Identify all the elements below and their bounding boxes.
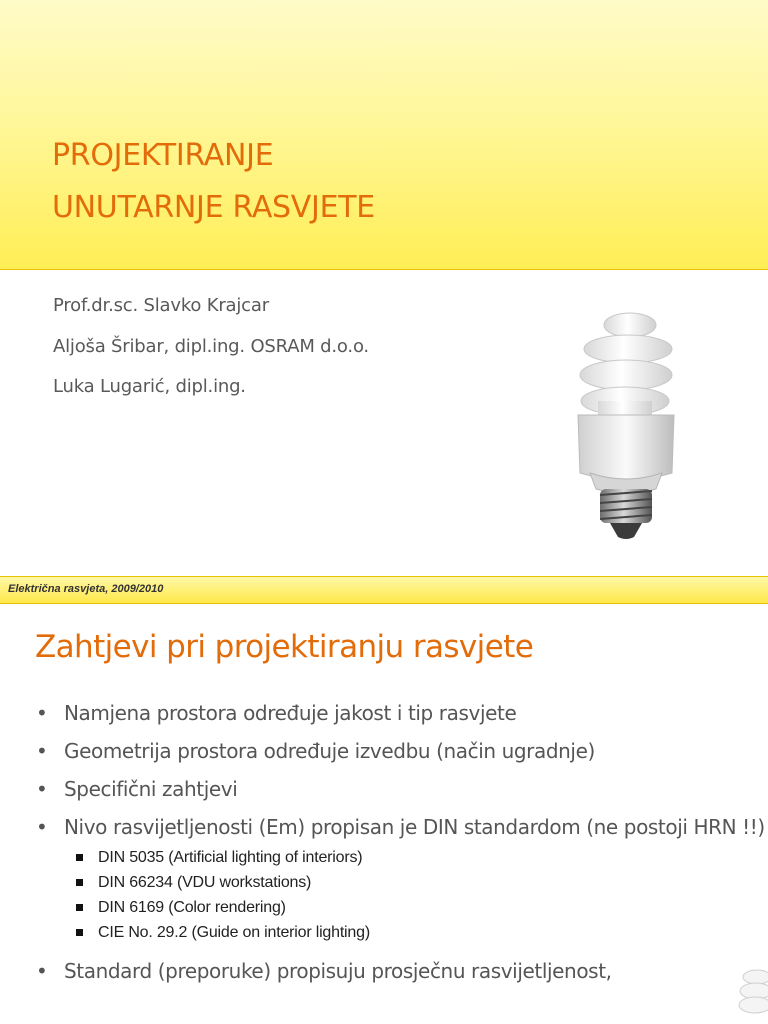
bullet-item-with-subs [36, 813, 766, 945]
author-1: Prof.dr.sc. Slavko Krajcar [53, 295, 269, 316]
sub-bullet-item: CIE No. 29.2 (Guide on interior lighting) [72, 920, 766, 945]
sub-bullet-item: DIN 5035 (Artificial lighting of interiors) [72, 845, 766, 870]
bullet-item: • Standard (preporuke) propisuju prosječnu rasvijetljenost, [36, 957, 766, 985]
footer-text: Električna rasvjeta, 2009/2010 [8, 583, 164, 595]
cfl-light-bulb-icon [560, 305, 692, 545]
slide-title: Zahtjevi pri projektiranju rasvjete [35, 629, 534, 665]
bullet-list [36, 699, 766, 995]
sub-bullet-list [72, 845, 766, 945]
bullet-item: • Namjena prostora određuje jakost i tip rasvjete [36, 699, 766, 727]
sub-bullet-item: DIN 6169 (Color rendering) [72, 895, 766, 920]
sub-bullet-item: DIN 66234 (VDU workstations) [72, 870, 766, 895]
content-slide [0, 605, 768, 1024]
cfl-light-bulb-icon [735, 965, 768, 1024]
footer-bar [0, 576, 768, 604]
author-2: Aljoša Šribar, dipl.ing. OSRAM d.o.o. [53, 336, 369, 357]
author-3: Luka Lugarić, dipl.ing. [53, 376, 246, 397]
bullet-item: • Specifični zahtjevi [36, 775, 766, 803]
slide-title-line-1: PROJEKTIRANJE [52, 138, 274, 173]
title-band [0, 0, 768, 270]
bullet-item-text: Nivo rasvijetljenosti (Em) propisan je DIN standardom (ne postoji HRN !!) [64, 815, 765, 839]
bullet-item: • Geometrija prostora određuje izvedbu (način ugradnje) [36, 737, 766, 765]
slide-title-line-2: UNUTARNJE RASVJETE [52, 190, 375, 225]
